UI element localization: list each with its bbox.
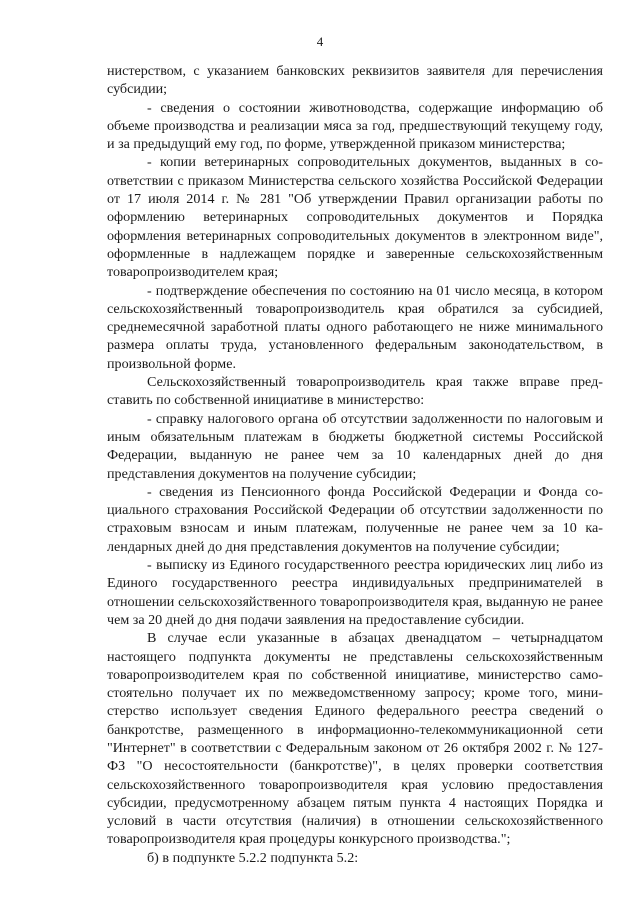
paragraph-subclause-b: б) в подпункте 5.2.2 подпункта 5.2: [147,849,359,866]
paragraph-salary-confirmation: - подтверждение обеспечения по состоянию на 01 число месяца, в котором сельскохозяйственный товаропроизводитель края обратился за субсидией, среднемесячной заработной платы одного работающего не ниже минимального размера оплаты труда, установленного федеральным законодательством, в произвольной форме. [107,282,603,372]
paragraph-veterinary-documents: - копии ветеринарных сопроводительных документов, выданных в соответствии с приказом Министерства сельского хозяйства Российской Федерации от 17 июля 2014 г. № 281 "Об утверждении Правил организации работы по оформлению ветеринарных сопроводительных документов и Порядка оформления ветеринарных сопроводительных документов в электронном виде", оформленные в надлежащем порядке и заверенные сельскохозяйственным товаропроизводителем края; [107,154,603,281]
paragraph-livestock-info: - сведения о состоянии животноводства, содержащие информацию об объеме производства и реализации мяса за год, предшествующий текущему году, и за предыдущий ему год, по форме, утвержденной приказом министерства; [107,99,603,153]
paragraph-account-details-end: нистерством, с указанием банковских реквизитов заявителя для перечисления субсидии; [107,63,603,98]
paragraph-pension-fund-info: - сведения из Пенсионного фонда Российской Федерации и Фонда социального страхования Российской Федерации об отсутствии задолженности по страховым взносам и иным платежам, полученные не ранее чем за 10 календарных дней до дня представления документов на получение субсидии; [107,483,603,555]
document-text-body [107,62,603,867]
paragraph-interagency-request: В случае если указанные в абзацах двенадцатом – четырнадцатом настоящего подпункта документы не представлены сельскохозяйственным товаропроизводителем края по собственной инициативе, министерство самостоятельно получает их по межведомственному запросу; кроме того, министерство использует сведения Единого федерального реестра сведений о банкротстве, размещенного в информационно-телекоммуникационной сети "Интернет" в соответствии с Федеральным законом от 26 октября 2002 г. № 127-ФЗ "О несостоятельности (банкротстве)", в целях проверки соответствия сельскохозяйственного товаропроизводителя края условию предоставления субсидии, предусмотренному абзацем пятым пункта 4 настоящих Порядка и условий в части отсутствия (наличия) в отношении сельскохозяйственного товаропроизводителя края процедуры конкурсного производства."; [107,630,603,848]
paragraph-tax-certificate: - справку налогового органа об отсутствии задолженности по налоговым и иным обязательным платежам в бюджеты бюджетной системы Российской Федерации, выданную не ранее чем за 10 календарных дней до дня представления документов на получение субсидии; [107,410,603,482]
paragraph-own-initiative: Сельскохозяйственный товаропроизводитель края также вправе представить по собственной инициативе в министерство: [107,374,603,409]
paragraph-registry-extract: - выписку из Единого государственного реестра юридических лиц либо из Единого государственного реестра индивидуальных предпринимателей в отношении сельскохозяйственного товаропроизводителя края, выданную не ранее чем за 20 дней до дня подачи заявления на предоставление субсидии. [107,557,603,628]
page-number: 4 [316,34,324,49]
